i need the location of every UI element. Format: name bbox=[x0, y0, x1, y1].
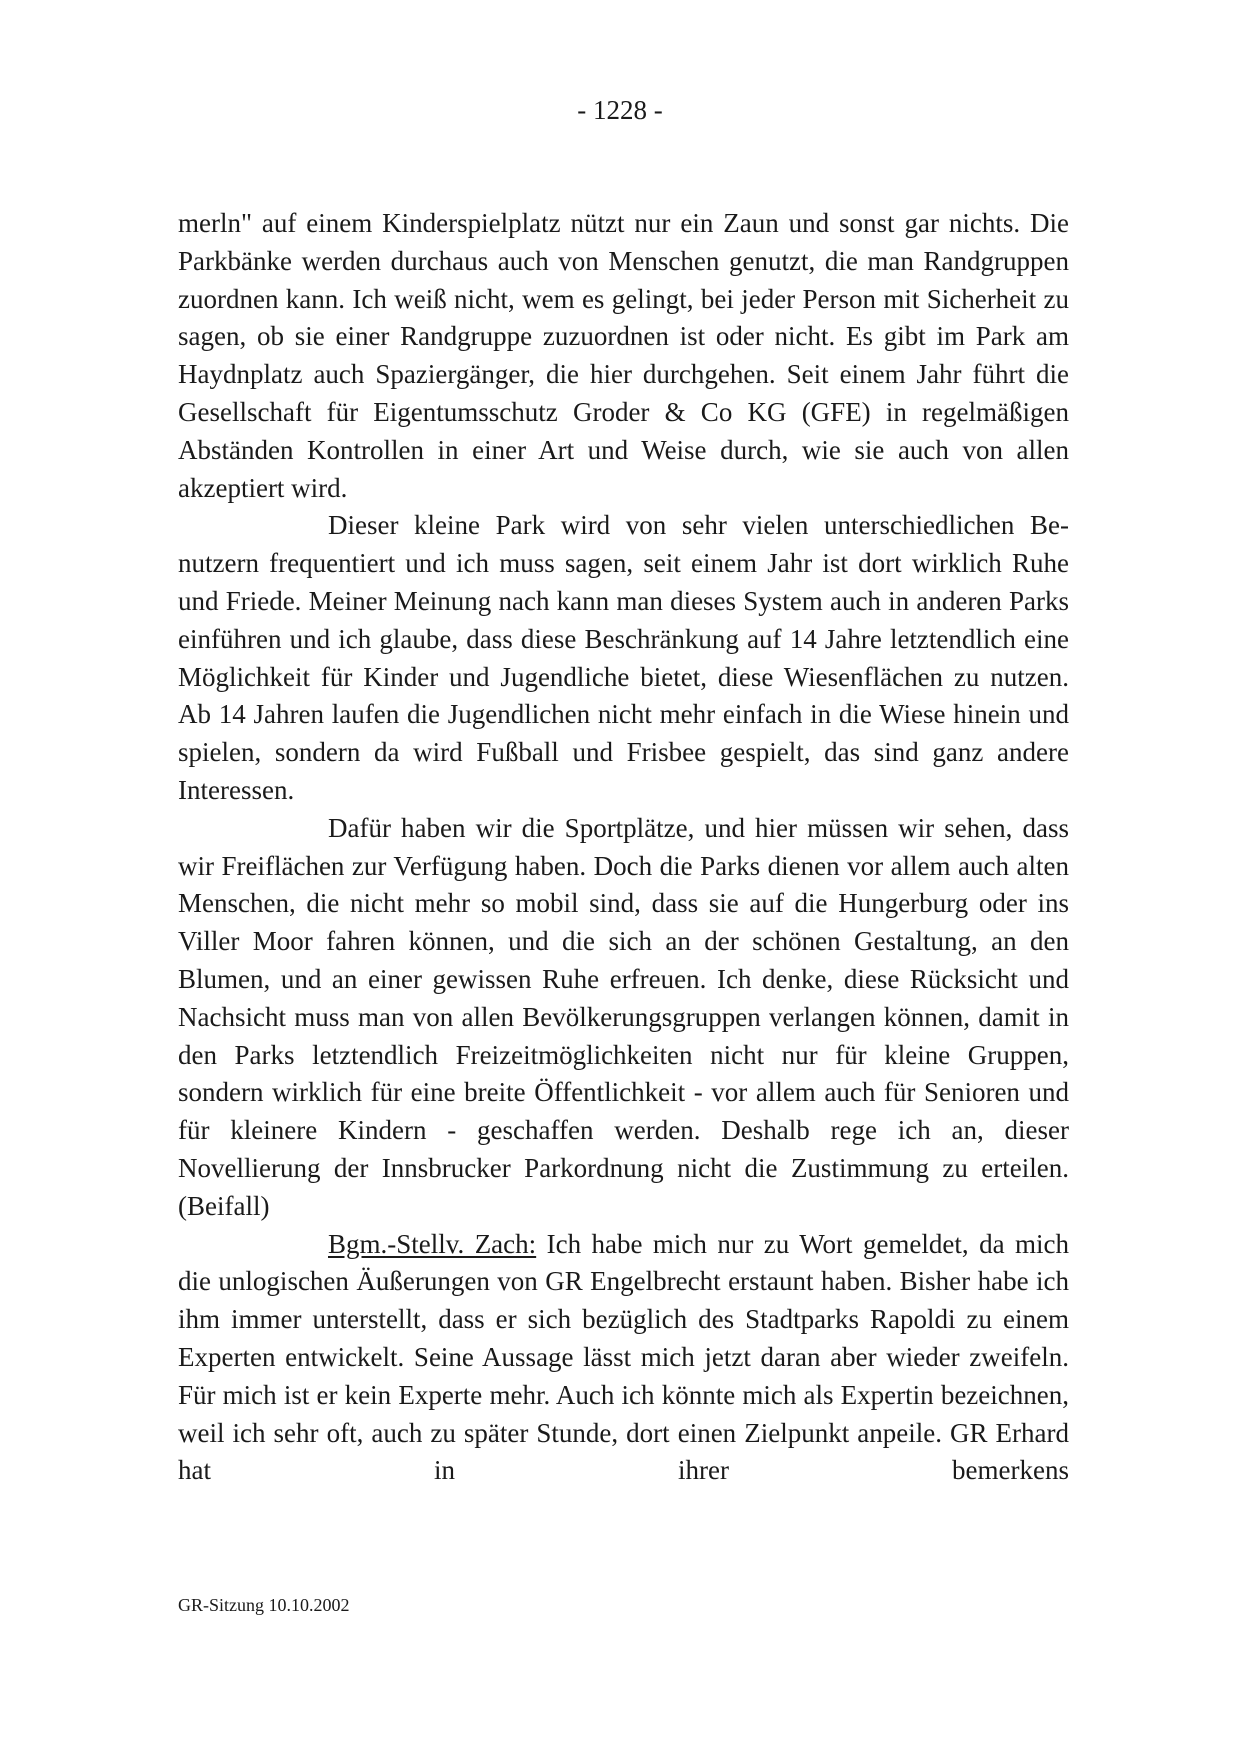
footer-session-date: GR-Sitzung 10.10.2002 bbox=[178, 1595, 350, 1615]
speaker-statement: Ich habe mich nur zu Wort gemeldet, da mich die unlogischen Äußerungen von GR Engelbrecht erstaunt haben. Bisher habe ich ihm immer unterstellt, dass er sich bezüglich des Stadtparks Rapoldi zu einem Experten entwickelt. Seine Aussage lässt mich jetzt daran aber wieder zweifeln. Für mich ist er kein Experte mehr. Auch ich könnte mich als Expertin bezeichnen, weil ich sehr oft, auch zu später Stunde, dort einen Zielpunkt anpeile. GR Erhard hat in ihrer bemerkens bbox=[178, 1228, 1069, 1486]
paragraph-3: Dafür haben wir die Sportplätze, und hier müssen wir sehen, dass wir Freiflächen zur Verfügung haben. Doch die Parks dienen vor allem auch alten Menschen, die nicht mehr so mobil sind, dass sie auf die Hungerburg oder ins Viller Moor fahren können, und die sich an der schönen Gestaltung, an den Blumen, und an einer gewissen Ruhe erfreuen. Ich denke, diese Rücksicht und Nachsicht muss man von allen Bevölkerungsgruppen verlangen können, damit in den Parks letztendlich Freizeitmöglichkeiten nicht nur für kleine Gruppen, sondern wirklich für eine breite Öffentlichkeit - vor allem auch für Senioren und für kleinere Kindern - geschaffen werden. Deshalb rege ich an, dieser Novellierung der Innsbrucker Parkordnung nicht die Zustimmung zu erteilen. (Beifall) bbox=[178, 812, 1069, 1221]
paragraph-1: merln" auf einem Kinderspielplatz nützt nur ein Zaun und sonst gar nichts. Die Parkbänke werden durchaus auch von Menschen genutzt, die man Randgruppen zuordnen kann. Ich weiß nicht, wem es gelingt, bei jeder Person mit Sicherheit zu sagen, ob sie einer Randgruppe zuzuordnen ist oder nicht. Es gibt im Park am Haydnplatz auch Spaziergänger, die hier durchgehen. Seit einem Jahr führt die Gesellschaft für Eigentumsschutz Groder & Co KG (GFE) in regelmäßigen Abständen Kontrollen in einer Art und Weise durch, wie sie auch von allen akzeptiert wird. bbox=[178, 208, 1069, 503]
speaker-name: Bgm.-Stellv. Zach: bbox=[328, 1228, 537, 1259]
page-number: - 1228 - bbox=[577, 95, 663, 125]
document-body bbox=[178, 205, 1069, 1490]
paragraph-4 bbox=[178, 1226, 1069, 1491]
paragraph-2: Dieser kleine Park wird von sehr vielen unterschiedlichen Benutzern frequentiert und ich muss sagen, seit einem Jahr ist dort wirklich Ruhe und Friede. Meiner Meinung nach kann man dieses System auch in anderen Parks einführen und ich glaube, dass diese Beschränkung auf 14 Jahre letztendlich eine Möglichkeit für Kinder und Jugendliche bietet, diese Wiesenflächen zu nutzen. Ab 14 Jahren laufen die Jugendlichen nicht mehr einfach in die Wiese hinein und spielen, sondern da wird Fußball und Frisbee gespielt, das sind ganz andere Interessen. bbox=[178, 510, 1069, 805]
